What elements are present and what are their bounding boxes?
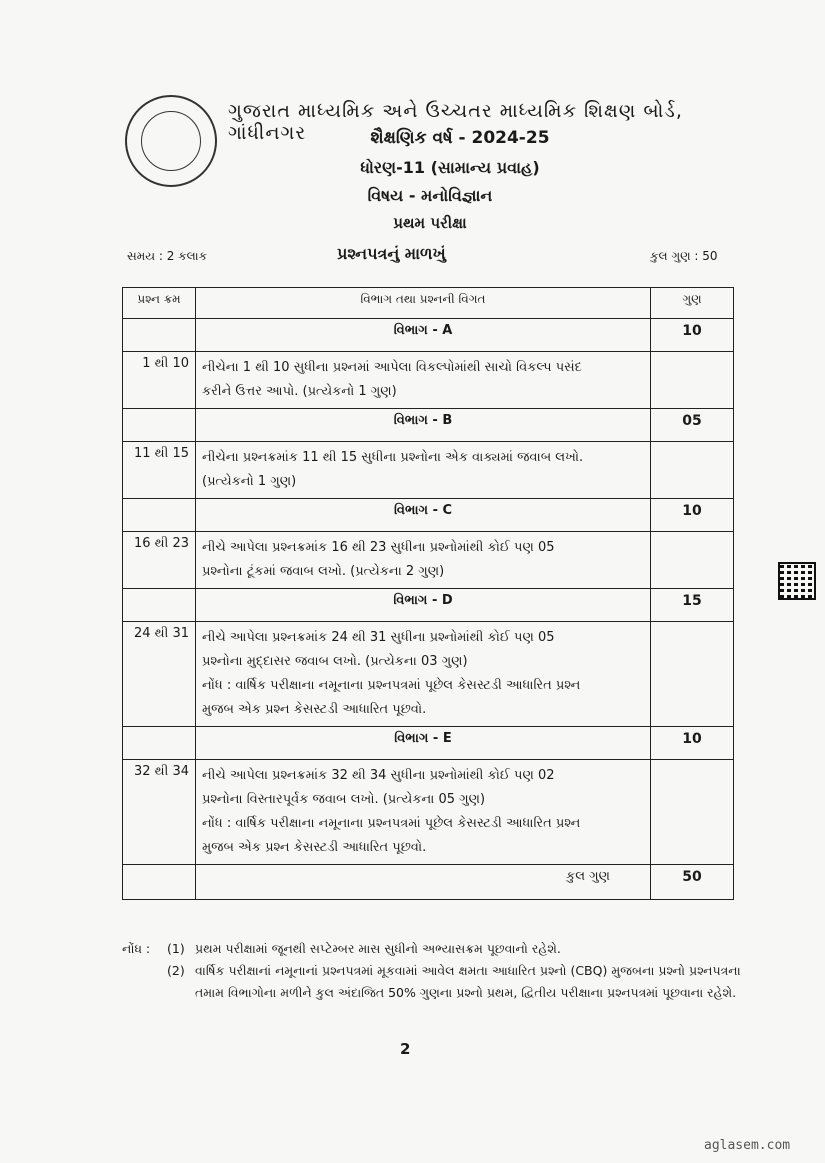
table-row (123, 532, 734, 589)
qr-code-icon (778, 562, 816, 600)
question-range: 16 થી 23 (123, 532, 196, 589)
exam-time: સમય : 2 કલાક (127, 249, 208, 263)
table-header-row (123, 288, 734, 319)
question-schedule-table (122, 287, 734, 900)
table-row (123, 622, 734, 727)
section-title: વિભાગ - B (196, 409, 651, 442)
question-range: 32 થી 34 (123, 760, 196, 865)
section-marks: 10 (651, 727, 734, 760)
section-marks: 10 (651, 319, 734, 352)
section-row (123, 499, 734, 532)
total-value: 50 (651, 865, 734, 900)
note-item: નોંધ : (1) પ્રથમ પરીક્ષામાં જૂનથી સપ્ટેમ્બર માસ સુધીનો અભ્યાસક્રમ પૂછવાનો રહેશે. (122, 938, 742, 960)
bottom-watermark: aglasem.com (704, 1138, 791, 1153)
col-marks: ગુણ (651, 288, 734, 319)
section-title: વિભાગ - E (196, 727, 651, 760)
exam-name: પ્રથમ પરીક્ષા (393, 214, 467, 232)
question-range: 24 થી 31 (123, 622, 196, 727)
table-row (123, 442, 734, 499)
standard: ધોરણ-11 (સામાન્ય પ્રવાહ) (360, 158, 540, 177)
section-marks: 15 (651, 589, 734, 622)
total-label: કુલ ગુણ (196, 865, 651, 900)
section-title: વિભાગ - A (196, 319, 651, 352)
section-marks: 10 (651, 499, 734, 532)
section-marks: 05 (651, 409, 734, 442)
section-description: નીચે આપેલા પ્રશ્નક્રમાંક 16 થી 23 સુધીના પ્રશ્નોમાંથી કોઈ પણ 05 પ્રશ્નોના ટૂંકમાં જવાબ લખો. (પ્રત્યેકના 2 ગુણ) (196, 532, 651, 589)
note-item: (2) વાર્ષિક પરીક્ષાનાં નમૂનાનાં પ્રશ્નપત્રમાં મૂકવામાં આવેલ ક્ષમતા આધારિત પ્રશ્નો (CBQ) મુજબના પ્રશ્નો પ્રશ્નપત્રના તમામ વિભાગોના મળીને કુલ અંદાજિત 50% ગુણના પ્રશ્નો પ્રથમ, દ્વિતીય પરીક્ષાના પ્રશ્નપત્રમાં પૂછવાના રહેશે. (167, 963, 741, 1000)
board-name: ગુજરાત માધ્યમિક અને ઉચ્ચતર માધ્યમિક શિક્ષણ બોર્ડ, ગાંધીનગર (228, 100, 683, 144)
paper-title: પ્રશ્નપત્રનું માળખું (337, 244, 446, 263)
table-row (123, 352, 734, 409)
section-row (123, 319, 734, 352)
col-question-no: પ્રશ્ન ક્રમ (123, 288, 196, 319)
section-description: નીચેના 1 થી 10 સુધીના પ્રશ્નમાં આપેલા વિકલ્પોમાંથી સાચો વિકલ્પ પસંદ કરીને ઉત્તર આપો. (પ્રત્યેકનો 1 ગુણ) (196, 352, 651, 409)
academic-year: શૈક્ષણિક વર્ષ - 2024-25 (370, 128, 550, 148)
table-row (123, 760, 734, 865)
subject: વિષય - મનોવિજ્ઞાન (367, 186, 493, 205)
question-range: 11 થી 15 (123, 442, 196, 499)
section-row (123, 589, 734, 622)
question-range: 1 થી 10 (123, 352, 196, 409)
section-row (123, 409, 734, 442)
section-description: નીચેના પ્રશ્નક્રમાંક 11 થી 15 સુધીના પ્રશ્નોના એક વાક્યમાં જવાબ લખો. (પ્રત્યેકનો 1 ગુણ) (196, 442, 651, 499)
total-row (123, 865, 734, 900)
board-seal-logo (125, 95, 217, 187)
total-marks: કુલ ગુણ : 50 (650, 249, 718, 263)
notes-label: નોંધ : (122, 941, 151, 956)
page-number: 2 (400, 1040, 411, 1058)
notes-section (122, 938, 742, 1004)
section-description: નીચે આપેલા પ્રશ્નક્રમાંક 24 થી 31 સુધીના પ્રશ્નોમાંથી કોઈ પણ 05 પ્રશ્નોના મુદ્દાસર જવાબ લખો. (પ્રત્યેકના 03 ગુણ) નોંધ : વાર્ષિક પરીક્ષાના નમૂનાના પ્રશ્નપત્રમાં પૂછેલ કેસસ્ટડી આધારિત પ્રશ્ન મુજબ એક પ્રશ્ન કેસસ્ટડી આધારિત પૂછવો. (196, 622, 651, 727)
section-title: વિભાગ - C (196, 499, 651, 532)
col-details: વિભાગ તથા પ્રશ્નની વિગત (196, 288, 651, 319)
section-row (123, 727, 734, 760)
section-title: વિભાગ - D (196, 589, 651, 622)
section-description: નીચે આપેલા પ્રશ્નક્રમાંક 32 થી 34 સુધીના પ્રશ્નોમાંથી કોઈ પણ 02 પ્રશ્નોના વિસ્તારપૂર્વક જવાબ લખો. (પ્રત્યેકના 05 ગુણ) નોંધ : વાર્ષિક પરીક્ષાના નમૂનાના પ્રશ્નપત્રમાં પૂછેલ કેસસ્ટડી આધારિત પ્રશ્ન મુજબ એક પ્રશ્ન કેસસ્ટડી આધારિત પૂછવો. (196, 760, 651, 865)
